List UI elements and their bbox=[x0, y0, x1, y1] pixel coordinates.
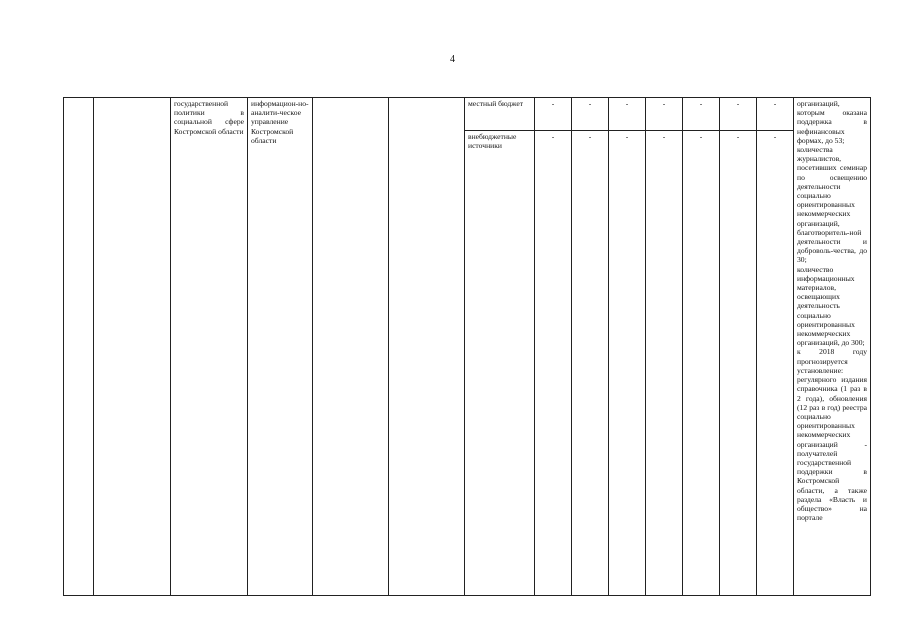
result-text: организаций, bbox=[797, 99, 840, 108]
cell-value: - bbox=[683, 131, 720, 596]
table-row bbox=[64, 98, 871, 131]
cell-value: - bbox=[720, 98, 757, 131]
cell-empty-5 bbox=[313, 98, 389, 596]
cell-value: - bbox=[720, 131, 757, 596]
cell-value: - bbox=[646, 131, 683, 596]
cell-value: - bbox=[535, 131, 572, 596]
cell-empty-6 bbox=[389, 98, 465, 596]
cell-expected-results bbox=[794, 98, 871, 596]
cell-value: - bbox=[572, 131, 609, 596]
cell-value: - bbox=[646, 98, 683, 131]
cell-value: - bbox=[683, 98, 720, 131]
cell-task bbox=[94, 98, 171, 596]
cell-value: - bbox=[572, 98, 609, 131]
cell-value: - bbox=[757, 98, 794, 131]
result-text: количество информационных материалов, освещающих деятельность социально ориентированных некоммерческих организаций, до 300; bbox=[797, 264, 865, 348]
cell-value: - bbox=[609, 98, 646, 131]
cell-program-goal: государственной политики в социальной сфере Костромской области bbox=[171, 98, 248, 596]
cell-value: - bbox=[535, 98, 572, 131]
page-number: 4 bbox=[450, 54, 455, 65]
cell-source: местный бюджет bbox=[465, 98, 535, 131]
result-text: которым оказана поддержка в нефинансовых формах, до 53; bbox=[797, 108, 867, 145]
result-text: к 2018 году прогнозируется установление: регулярного издания справочника (1 раз в 2 года), обновления (12 раз в год) реестра социально ориентированных некоммерческих организаций - получателей государственной поддержки в Костромской области, а также раздела «Власть и общество» на портале bbox=[797, 347, 867, 523]
cell-value: - bbox=[609, 131, 646, 596]
cell-source: внебюджетные источники bbox=[465, 131, 535, 596]
cell-executor: информацион-но-аналити-ческое управление Костромской области bbox=[248, 98, 313, 596]
cell-number bbox=[64, 98, 94, 596]
cell-value: - bbox=[757, 131, 794, 596]
result-text: количества журналистов, посетивших семинар по освещению деятельности социально ориентированных некоммерческих организаций, благотворитель-ной деятельности и доброволь-чества, до 30; bbox=[797, 145, 867, 265]
program-table bbox=[63, 97, 871, 596]
